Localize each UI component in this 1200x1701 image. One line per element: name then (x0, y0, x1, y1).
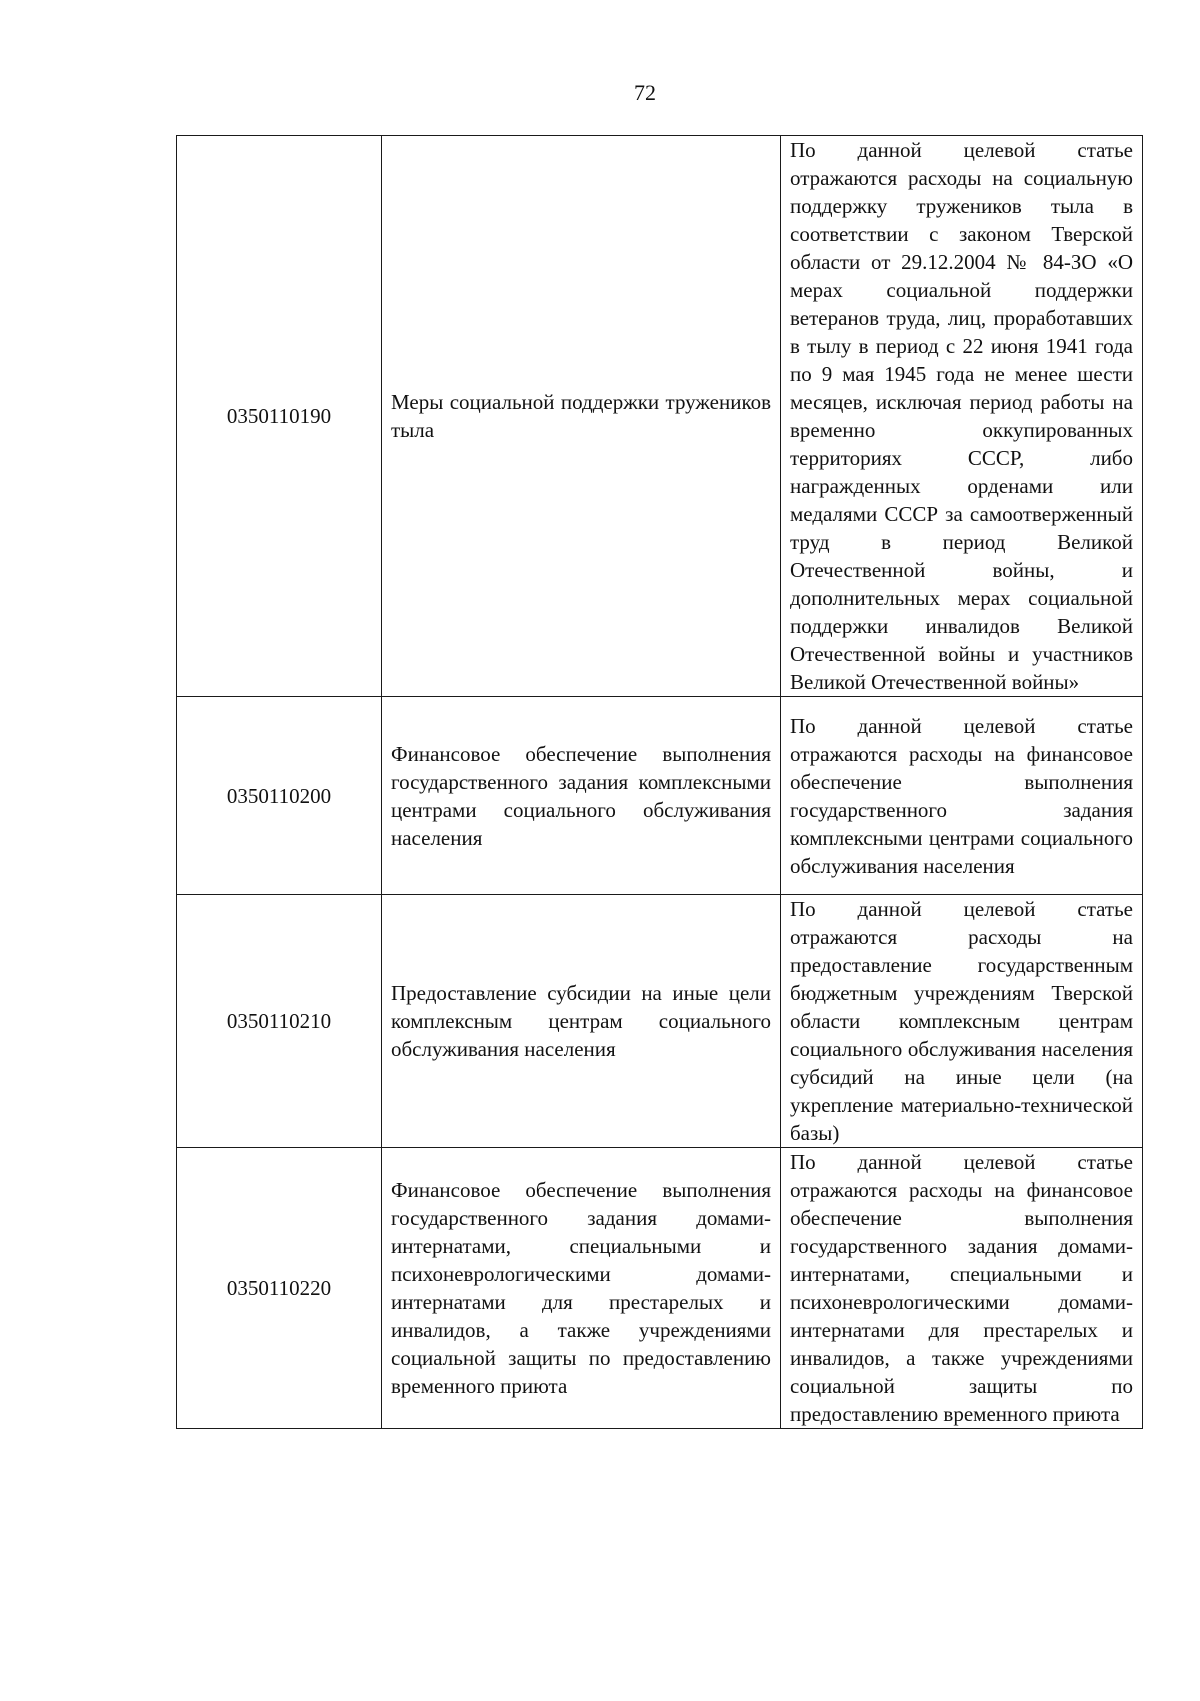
target-article-description: По данной целевой статье отражаются расходы на социальную поддержку тружеников тыла в соответствии с законом Тверской области от 29.12.2004 № 84-ЗО «О мерах социальной поддержки ветеранов труда, лиц, проработавших в тылу в период с 22 июня 1941 года по 9 мая 1945 года не менее шести месяцев, исключая период работы на временно оккупированных территориях СССР, либо награжденных орденами или медалями СССР за самоотверженный труд в период Великой Отечественной войны, и дополнительных мерах социальной поддержки инвалидов Великой Отечественной войны и участников Великой Отечественной войны» (781, 136, 1143, 697)
target-article-name: Меры социальной поддержки тружеников тыла (382, 136, 781, 697)
table-row (177, 895, 1143, 1148)
table-row (177, 697, 1143, 895)
budget-classification-table (176, 135, 1143, 1429)
target-article-code: 0350110190 (177, 136, 382, 697)
target-article-name: Финансовое обеспечение выполнения государственного задания комплексными центрами социального обслуживания населения (382, 697, 781, 895)
table-row (177, 136, 1143, 697)
target-article-code: 0350110210 (177, 895, 382, 1148)
target-article-name: Предоставление субсидии на иные цели комплексным центрам социального обслуживания населения (382, 895, 781, 1148)
table-row (177, 1148, 1143, 1429)
target-article-code: 0350110200 (177, 697, 382, 895)
target-article-description: По данной целевой статье отражаются расходы на предоставление государственным бюджетным учреждениям Тверской области комплексным центрам социального обслуживания населения субсидий на иные цели (на укрепление материально-технической базы) (781, 895, 1143, 1148)
target-article-name: Финансовое обеспечение выполнения государственного задания домами-интернатами, специальными и психоневрологическими домами-интернатами для престарелых и инвалидов, а также учреждениями социальной защиты по предоставлению временного приюта (382, 1148, 781, 1429)
target-article-description: По данной целевой статье отражаются расходы на финансовое обеспечение выполнения государственного задания комплексными центрами социального обслуживания населения (781, 697, 1143, 895)
target-article-description: По данной целевой статье отражаются расходы на финансовое обеспечение выполнения государственного задания домами-интернатами, специальными и психоневрологическими домами-интернатами для престарелых и инвалидов, а также учреждениями социальной защиты по предоставлению временного приюта (781, 1148, 1143, 1429)
page-number: 72 (634, 80, 656, 105)
target-article-code: 0350110220 (177, 1148, 382, 1429)
